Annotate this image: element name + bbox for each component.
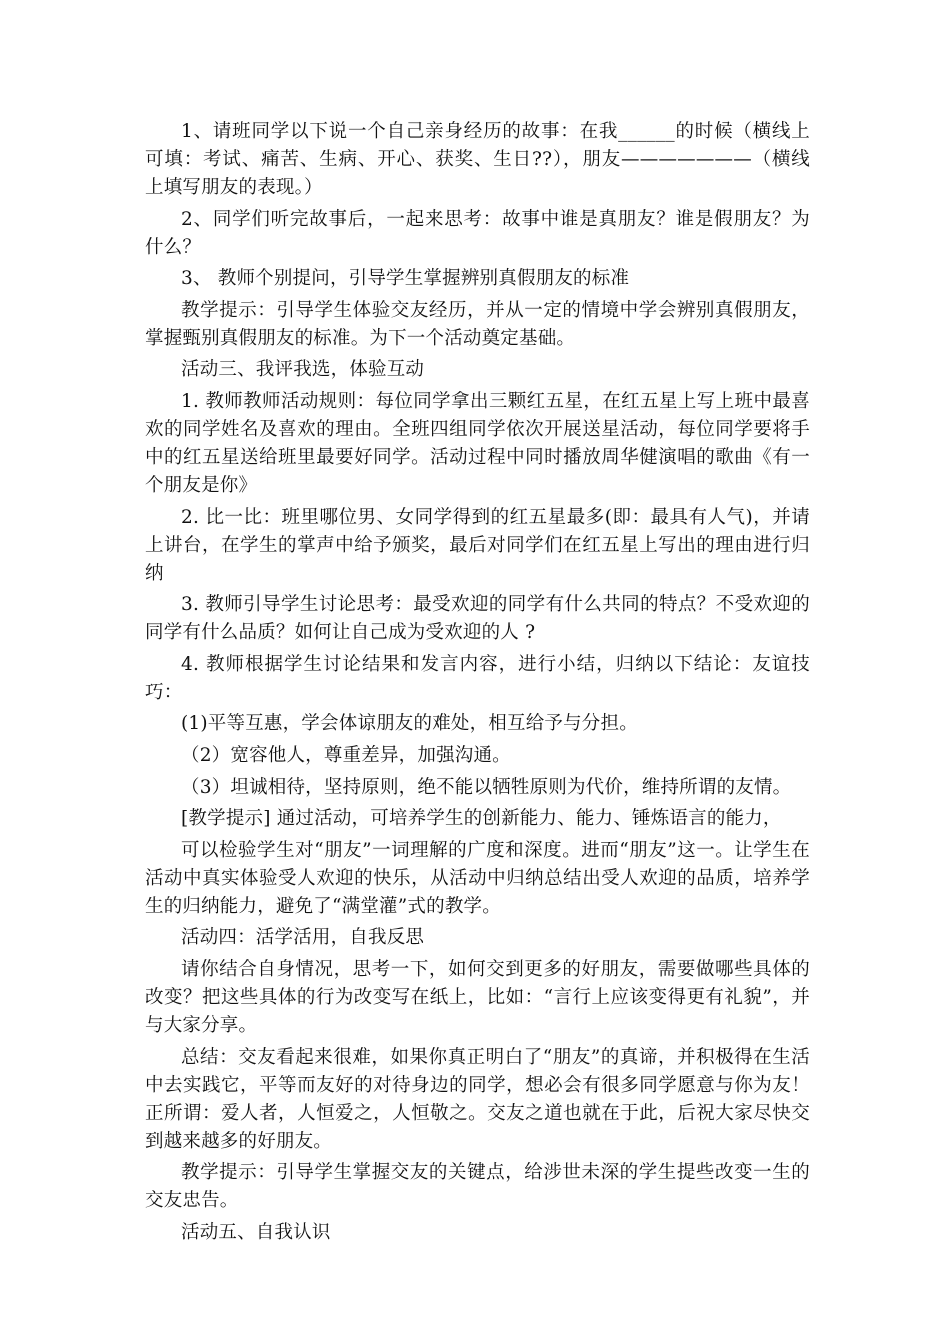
paragraph-activity-3-step-2: 2. 比一比：班里哪位男、女同学得到的红五星最多(即：最具有人气)，并请上讲台，在学生的掌声中给予颁奖，最后对同学们在红五星上写出的理由进行归纳 (145, 506, 810, 584)
paragraph-activity-3-step-4: 4. 教师根据学生讨论结果和发言内容，进行小结，归纳以下结论：友谊技巧： (145, 653, 810, 703)
paragraph-skill-1: (1)平等互惠，学会体谅朋友的难处，相互给予与分担。 (181, 713, 638, 735)
paragraph-activity-3-step-3: 3. 教师引导学生讨论思考：最受欢迎的同学有什么共同的特点？不受欢迎的同学有什么品质？如何让自己成为受欢迎的人 ? (145, 594, 810, 644)
paragraph-teacher-question: 3、 教师个别提问，引导学生掌握辨别真假朋友的标准 (181, 268, 630, 290)
heading-activity-3: 活动三、我评我选，体验互动 (181, 359, 425, 381)
paragraph-teaching-tip-2: [教学提示] 通过活动，可培养学生的创新能力、能力、锤炼语言的能力， (181, 808, 782, 830)
paragraph-story-prompt: 1、请班同学以下说一个自己亲身经历的故事：在我______的时候（横线上可填：考试、痛苦、生病、开心、获奖、生日??），朋友———————（横线上填写朋友的表现。） (145, 121, 810, 198)
paragraph-activity-3-step-1: 1. 教师教师活动规则：每位同学拿出三颗红五星，在红五星上写上班中最喜欢的同学姓名及喜欢的理由。全班四组同学依次开展送星活动，每位同学要将手中的红五星送给班里最要好同学。活动过程中同时播放周华健演唱的歌曲《有一个朋友是你》 (145, 390, 810, 496)
paragraph-skill-3: （3）坦诚相待，坚持原则，绝不能以牺牲原则为代价，维持所谓的友情。 (181, 776, 792, 798)
document-page (145, 118, 810, 1250)
paragraph-think-question: 2、同学们听完故事后，一起来思考：故事中谁是真朋友？谁是假朋友？为什么？ (145, 208, 810, 258)
paragraph-teaching-tip-2-cont: 可以检验学生对“朋友”一词理解的广度和深度。进而“朋友”这一。让学生在活动中真实体验受人欢迎的快乐，从活动中归纳总结出受人欢迎的品质，培养学生的归纳能力，避免了“满堂灌”式的教学。 (145, 839, 810, 917)
heading-activity-5: 活动五、自我认识 (181, 1221, 331, 1243)
paragraph-teaching-tip-3: 教学提示：引导学生掌握交友的关键点，给涉世未深的学生提些改变一生的交友忠告。 (145, 1162, 810, 1212)
paragraph-teaching-tip-1: 教学提示：引导学生体验交友经历，并从一定的情境中学会辨别真假朋友，掌握甄别真假朋友的标准。为下一个活动奠定基础。 (145, 299, 810, 349)
paragraph-summary: 总结：交友看起来很难，如果你真正明白了“朋友”的真谛，并积极得在生活中去实践它，平等而友好的对待身边的同学，想必会有很多同学愿意与你为友！正所谓：爱人者，人恒爱之，人恒敬之。交友之道也就在于此，后祝大家尽快交到越来越多的好朋友。 (145, 1046, 810, 1152)
paragraph-skill-2: （2）宽容他人，尊重差异，加强沟通。 (181, 744, 511, 766)
paragraph-activity-4-body: 请你结合自身情况，思考一下，如何交到更多的好朋友，需要做哪些具体的改变？把这些具体的行为改变写在纸上，比如：“言行上应该变得更有礼貌”，并与大家分享。 (145, 958, 810, 1036)
heading-activity-4: 活动四：活学活用，自我反思 (181, 927, 425, 949)
